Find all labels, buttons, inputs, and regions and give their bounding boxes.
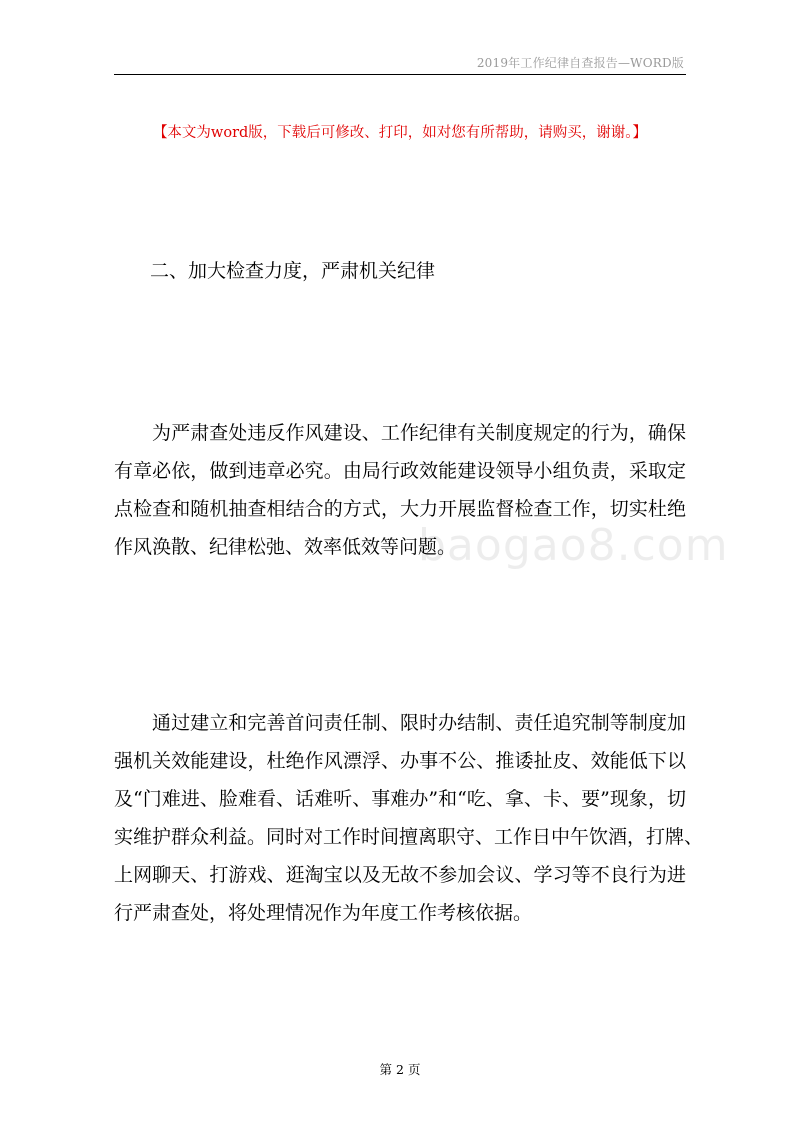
paragraph-line: 通过建立和完善首问责任制、限时办结制、责任追究制等制度加	[152, 712, 686, 734]
running-header: 2019年工作纪律自查报告—WORD版	[476, 56, 684, 70]
paragraph-line: 有章必依，做到违章必究。由局行政效能建设领导小组负责，采取定	[114, 460, 686, 482]
purchase-notice: 【本文为word版，下载后可修改、打印，如对您有所帮助，请购买，谢谢。】	[152, 125, 648, 141]
paragraph-line: 上网聊天、打游戏、逛淘宝以及无故不参加会议、学习等不良行为进	[114, 864, 686, 886]
paragraph-line: 行严肃查处，将处理情况作为年度工作考核依据。	[114, 902, 533, 924]
paragraph-line: 作风涣散、纪律松弛、效率低效等问题。	[114, 536, 457, 558]
paragraph-line: 为严肃查处违反作风建设、工作纪律有关制度规定的行为，确保	[152, 422, 686, 444]
page-number: 第 2 页	[379, 1062, 421, 1077]
section-heading: 二、加大检查力度，严肃机关纪律	[150, 260, 436, 282]
watermark: baogao8.com	[418, 520, 729, 571]
header-divider	[114, 74, 686, 75]
paragraph-line: 实维护群众利益。同时对工作时间擅离职守、工作日中午饮酒，打牌、	[114, 826, 704, 848]
paragraph-line: 及“门难进、脸难看、话难听、事难办”和“吃、拿、卡、要”现象，切	[114, 788, 686, 810]
paragraph-line: 强机关效能建设，杜绝作风漂浮、办事不公、推诿扯皮、效能低下以	[114, 750, 686, 772]
paragraph-2	[114, 704, 704, 932]
paragraph-line: 点检查和随机抽查相结合的方式，大力开展监督检查工作，切实杜绝	[114, 498, 686, 520]
